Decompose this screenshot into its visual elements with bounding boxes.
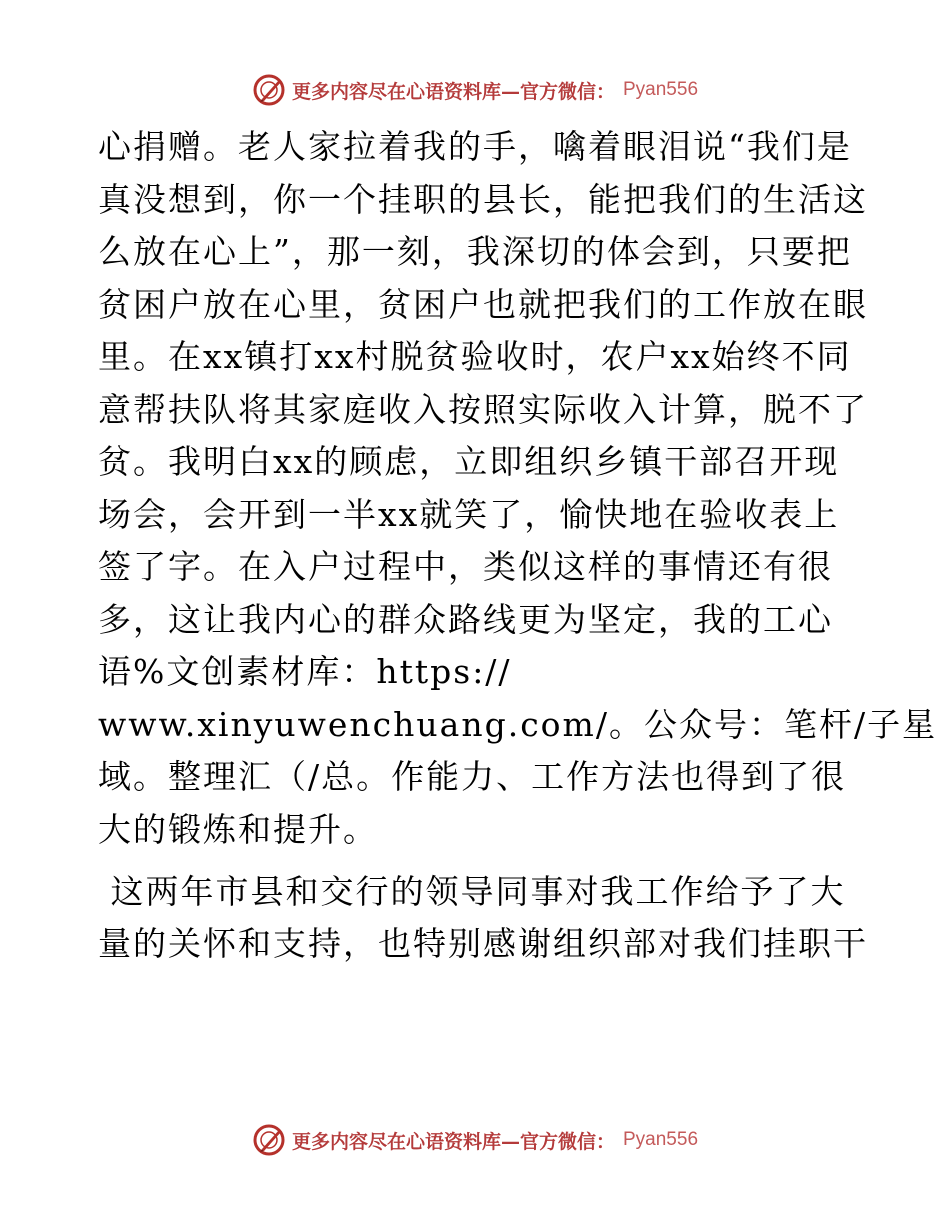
text-line: 大的锻炼和提升。 [98,809,378,849]
text-line: 么放在心上”，那一刻，我深切的体会到，只要把 [98,232,852,271]
text-line: 语%文创素材库：https:// [98,652,512,691]
text-line: 签了字。在入户过程中，类似这样的事情还有很 [98,547,833,586]
text-line: 真没想到，你一个挂职的县长，能把我们的生活这 [98,179,868,219]
text-line: 多，这让我内心的群众路线更为坚定，我的工心 [98,599,833,639]
logo-icon [252,1123,286,1157]
text-line: 这两年市县和交行的领导同事对我工作给予了大 [98,871,846,911]
banner-wechat-id: Pyan556 [623,79,699,100]
text-line: 心捐赠。老人家拉着我的手，噙着眼泪说“我们是 [98,127,852,166]
text-line: 量的关怀和支持，也特别感谢组织部对我们挂职干 [98,924,868,963]
banner-text: 更多内容尽在心语资料库—官方微信： [291,1130,615,1153]
text-line: 贫困户放在心里，贫困户也就把我们的工作放在眼 [98,284,868,324]
text-line: www.xinyuwenchuang.com/。公众号：笔杆/子星 [98,704,938,744]
text-line: 场会，会开到一半xx就笑了，愉快地在验收表上 [98,494,840,534]
banner-wechat-id: Pyan556 [623,1129,699,1150]
footer-banner [0,1120,950,1160]
text-line: 贫。我明白xx的顾虑，立即组织乡镇干部召开现 [98,442,840,481]
text-line: 里。在xx镇打xx村脱贫验收时，农户xx始终不同 [98,337,852,376]
text-line: 意帮扶队将其家庭收入按照实际收入计算，脱不了 [98,389,868,429]
document-body [98,125,938,975]
header-banner [0,70,950,110]
logo-icon [252,73,286,107]
text-line: 域。整理汇（/总。作能力、工作方法也得到了很 [98,757,847,796]
banner-text: 更多内容尽在心语资料库—官方微信： [291,80,615,103]
